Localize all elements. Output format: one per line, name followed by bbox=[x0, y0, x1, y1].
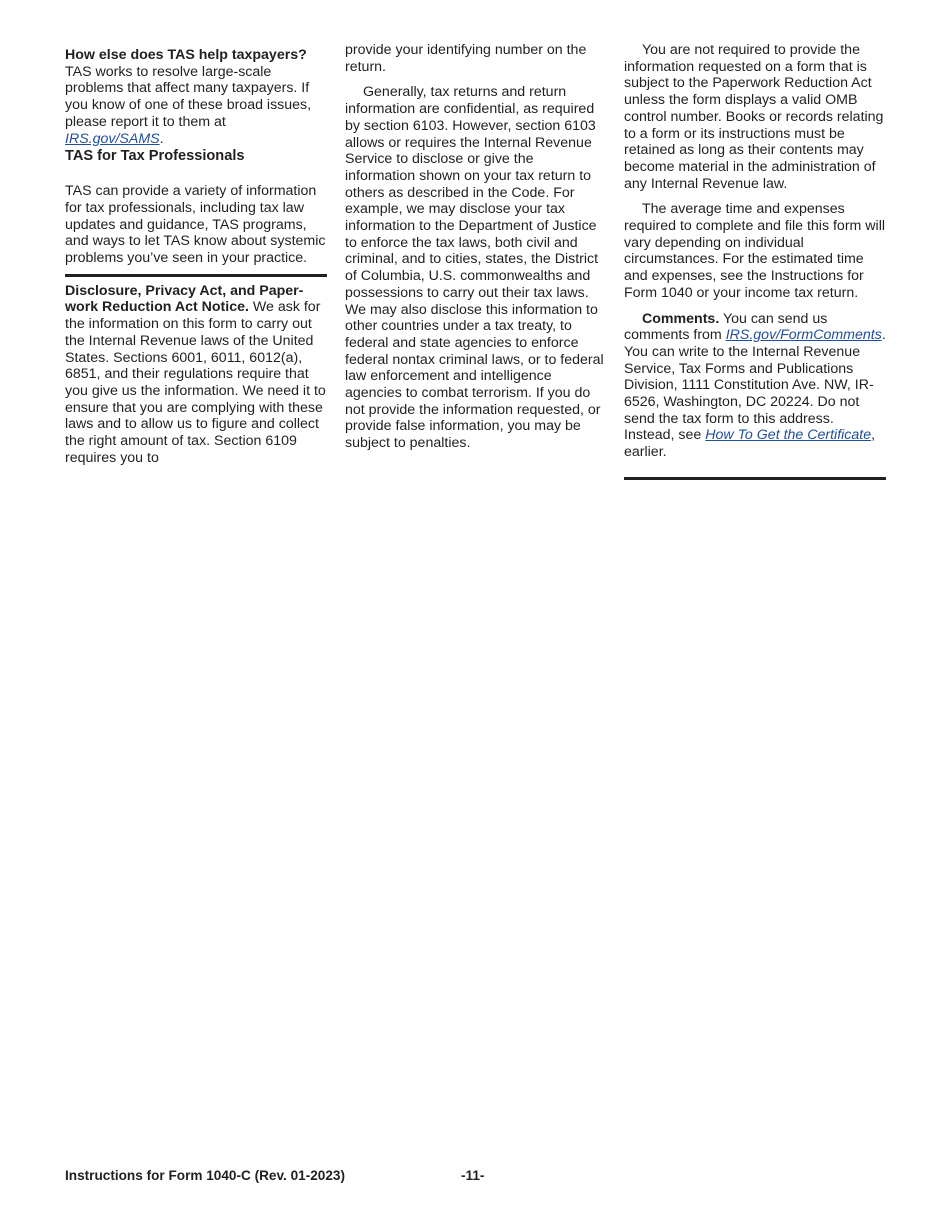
column-right bbox=[624, 42, 886, 480]
tas-pro-text: TAS can provide a variety of information for tax professionals, including tax law updates and guidance, TAS programs, and ways to let TAS know about systemic problems you’ve seen in your practice. bbox=[65, 183, 326, 267]
comments-paragraph bbox=[624, 311, 886, 461]
sams-link[interactable]: IRS.gov/SAMS bbox=[65, 130, 160, 147]
comments-text-2: . You can write to the Internal Revenue Service, Tax Forms and Publications Division, 1111 Constitution Ave. NW, IR-6526, Washington, DC 20224. Do not send the tax form to this address. Instead, see bbox=[624, 327, 886, 444]
privacy-heading: Disclosure, Privacy Act, and Paperwork Reduction Act Notice. bbox=[65, 282, 304, 316]
form-comments-link[interactable]: IRS.gov/FormComments bbox=[725, 327, 882, 344]
footer-form-id: Instructions for Form 1040-C (Rev. 01-2023) bbox=[65, 1168, 346, 1183]
tas-help-text: TAS works to resolve large-scale problems that affect many taxpayers. If you know of one of these broad issues, please report it to them at bbox=[65, 63, 312, 130]
page-number: -11- bbox=[461, 1168, 485, 1183]
confidentiality-paragraph: Generally, tax returns and return information are confidential, as required by section 6103. However, section 6103 allows or requires the Internal Revenue Service to disclose or give the information shown on your tax return to others as described in the Code. For example, we may disclose your tax information to the Department of Justice to enforce the tax laws, both civil and criminal, and to cities, states, the District of Columbia, U.S. commonwealths and possessions to carry out their tax laws. We may also disclose this information to other countries under a tax treaty, to federal and state agencies to enforce federal nontax criminal laws, or to federal law enforcement and intelligence agencies to combat terrorism. If you do not provide the information requested, or provide false information, you may be subject to penalties. bbox=[345, 84, 604, 452]
time-expenses-paragraph: The average time and expenses required to complete and file this form will vary depending on individual circumstances. For the estimated time and expenses, see the Instructions for Form 1040 or your income tax return. bbox=[624, 201, 886, 301]
certificate-link[interactable]: How To Get the Certificate bbox=[705, 427, 872, 444]
omb-paragraph: You are not required to provide the information requested on a form that is subject to the Paperwork Reduction Act unless the form displays a valid OMB control number. Books or records relating to a form or its instructions must be retained as long as their contents may become material in the administration of any Internal Revenue law. bbox=[624, 42, 884, 192]
tas-help-after: . bbox=[159, 130, 164, 147]
column-middle bbox=[345, 42, 607, 452]
comments-text-1: You can send us comments from bbox=[624, 310, 828, 344]
privacy-text: We ask for the information on this form to carry out the Internal Revenue laws of the United States. Sections 6001, 6011, 6012(a), 6851, and their regulations require that you give us the information. We need it to ensure that you are complying with these laws and to allow us to figure and collect the right amount of tax. Section 6109 requires you to bbox=[65, 299, 326, 466]
privacy-continued: provide your identifying number on the return. bbox=[345, 42, 587, 75]
end-rule bbox=[624, 477, 886, 480]
tas-help-heading: How else does TAS help taxpayers? bbox=[65, 47, 307, 63]
tas-help-paragraph bbox=[65, 47, 327, 147]
privacy-paragraph bbox=[65, 283, 327, 467]
comments-heading: Comments. bbox=[642, 310, 720, 327]
section-divider bbox=[65, 274, 327, 277]
column-left bbox=[65, 42, 327, 466]
comments-text-3: , earlier. bbox=[624, 427, 876, 461]
tas-pro-heading: TAS for Tax Professionals bbox=[65, 148, 245, 165]
